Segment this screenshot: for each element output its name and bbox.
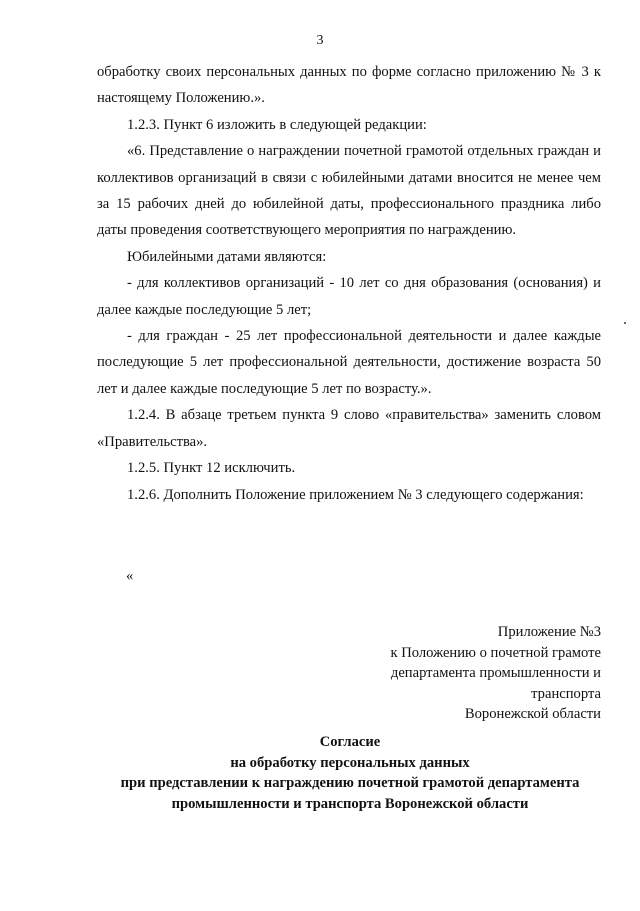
paragraph-citizens: - для граждан - 25 лет профессиональной деятельности и далее каждые последующие 5 лет профессиональной деятельности, достижение возраста 50 лет и далее каждые последующие 5 лет по возрасту.».: [97, 328, 601, 397]
consent-subtitle: промышленности и транспорта Воронежской области: [171, 795, 529, 812]
paragraph-1-2-6: 1.2.6. Дополнить Положение приложением № 3 следующего содержания:: [127, 486, 584, 503]
paragraph-1-2-4: 1.2.4. В абзаце третьем пункта 9 слово «правительства» заменить словом «Правительства».: [97, 407, 601, 450]
page-number: 3: [316, 33, 324, 48]
opening-quote: «: [126, 568, 134, 584]
paragraph-continuation: обработку своих персональных данных по форме согласно приложению № 3 к настоящему Положению.».: [97, 64, 601, 107]
consent-title: Согласие: [319, 734, 381, 750]
paragraph-item-6: «6. Представление о награждении почетной грамотой отдельных граждан и коллективов организаций в связи с юбилейными датами вносится не менее чем за 15 рабочих дней до юбилейной даты, профессионального праздника либо даты проведения соответствующего мероприятия по награждению.: [97, 143, 601, 239]
consent-subtitle: при представлении к награждению почетной грамотой департамента: [120, 775, 580, 792]
appendix-line: транспорта: [531, 685, 601, 702]
consent-subtitle: на обработку персональных данных: [230, 754, 470, 771]
appendix-line: Воронежской области: [464, 706, 601, 723]
paragraph-1-2-5: 1.2.5. Пункт 12 исключить.: [127, 460, 296, 477]
scan-speck: [624, 322, 626, 324]
paragraph-1-2-3: 1.2.3. Пункт 6 изложить в следующей редакции:: [127, 116, 427, 133]
appendix-line: департамента промышленности и: [390, 665, 601, 682]
appendix-line: к Положению о почетной грамоте: [390, 644, 601, 661]
paragraph-anniversary-intro: Юбилейными датами являются:: [127, 248, 327, 265]
paragraph-organizations: - для коллективов организаций - 10 лет со дня образования (основания) и далее каждые последующие 5 лет;: [97, 275, 601, 318]
appendix-header: [361, 622, 601, 725]
document-body: [97, 59, 601, 508]
appendix-title: Приложение №3: [497, 624, 601, 640]
consent-heading: [0, 732, 640, 814]
